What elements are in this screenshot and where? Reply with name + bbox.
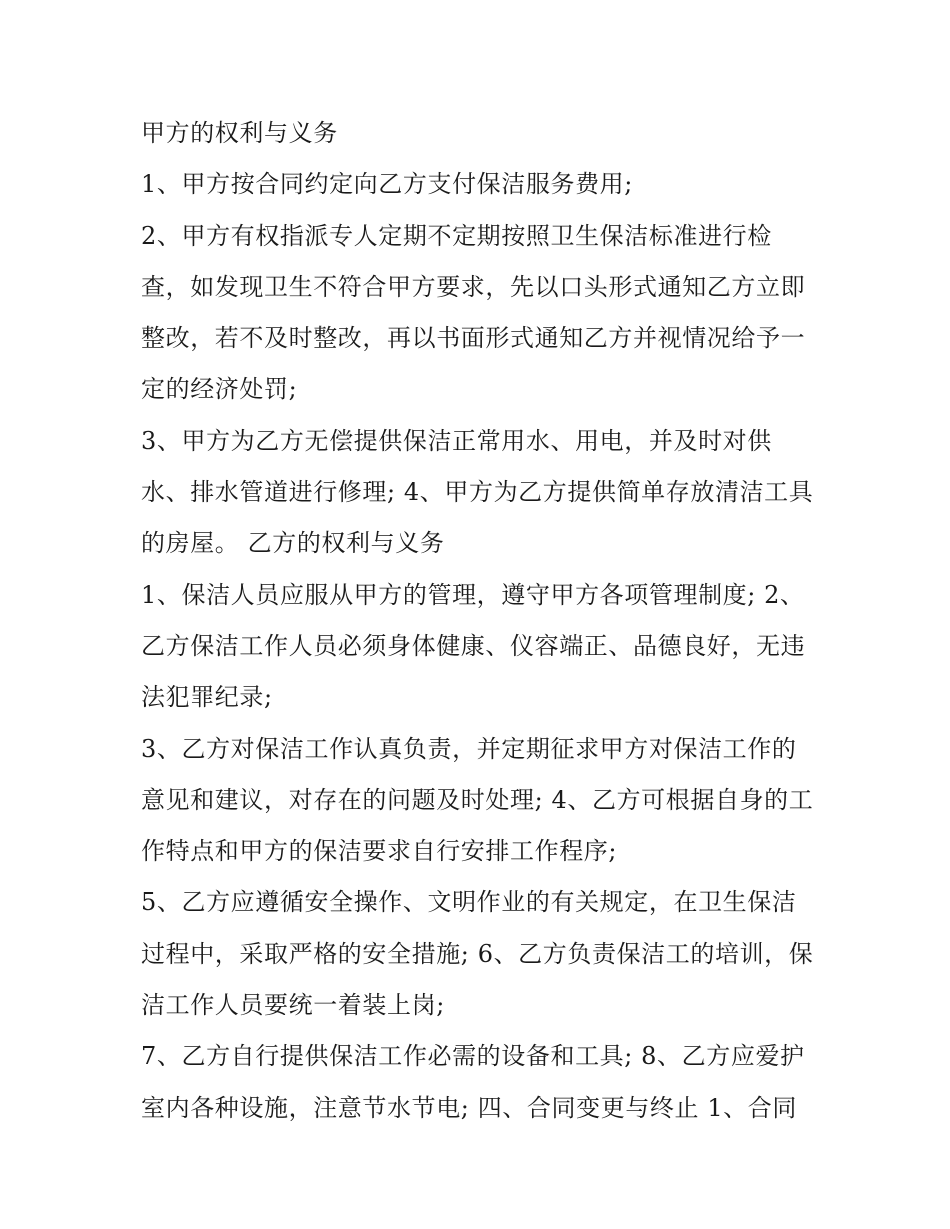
text-line: 法犯罪纪录; xyxy=(141,683,273,712)
text-line: 水、排水管道进行修理; 4、甲方为乙方提供简单存放清洁工具 xyxy=(141,478,814,507)
text-line: 1、保洁人员应服从甲方的管理，遵守甲方各项管理制度; 2、 xyxy=(141,580,805,609)
text-line: 3、甲方为乙方无偿提供保洁正常用水、用电，并及时对供 xyxy=(141,426,772,455)
document-body xyxy=(141,108,821,1134)
text-line: 7、乙方自行提供保洁工作必需的设备和工具; 8、乙方应爱护 xyxy=(141,1042,805,1071)
text-line: 1、甲方按合同约定向乙方支付保洁服务费用; xyxy=(141,170,633,199)
text-line: 查，如发现卫生不符合甲方要求，先以口头形式通知乙方立即 xyxy=(141,272,806,301)
text-line: 作特点和甲方的保洁要求自行安排工作程序; xyxy=(141,837,618,866)
text-line: 3、乙方对保洁工作认真负责，并定期征求甲方对保洁工作的 xyxy=(141,734,797,763)
text-line: 乙方保洁工作人员必须身体健康、仪容端正、品德良好，无违 xyxy=(141,631,806,660)
text-line: 的房屋。 乙方的权利与义务 xyxy=(141,529,445,558)
section-heading-party-a: 甲方的权利与义务 xyxy=(141,119,338,147)
text-line: 整改，若不及时整改，再以书面形式通知乙方并视情况给予一 xyxy=(141,324,806,353)
text-line: 室内各种设施，注意节水节电; 四、合同变更与终止 1、合同 xyxy=(141,1093,798,1122)
text-line: 洁工作人员要统一着装上岗; xyxy=(141,991,445,1020)
text-line: 意见和建议，对存在的问题及时处理; 4、乙方可根据自身的工 xyxy=(141,785,814,814)
text-line: 过程中，采取严格的安全措施; 6、乙方负责保洁工的培训，保 xyxy=(141,939,814,968)
text-line: 5、乙方应遵循安全操作、文明作业的有关规定，在卫生保洁 xyxy=(141,888,797,917)
text-line: 2、甲方有权指派专人定期不定期按照卫生保洁标准进行检 xyxy=(141,221,772,250)
text-line: 定的经济处罚; xyxy=(141,375,298,404)
